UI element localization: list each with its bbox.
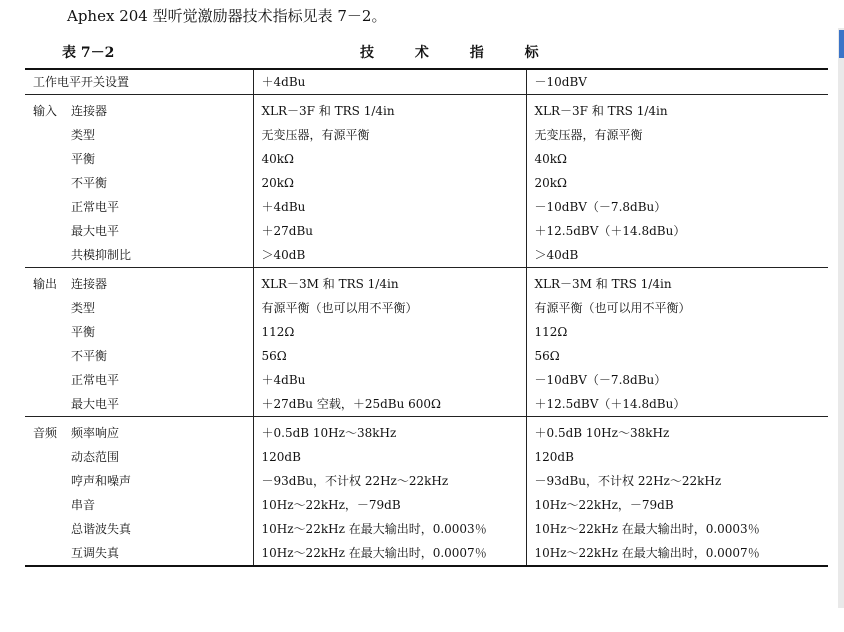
table-row — [25, 469, 828, 493]
row-label-cell — [25, 344, 253, 368]
row-label: 频率响应 — [71, 426, 120, 440]
row-label-cell — [25, 243, 253, 268]
row-label: 平衡 — [71, 325, 96, 339]
table-row — [25, 517, 828, 541]
table-row — [25, 123, 828, 147]
table-row — [25, 147, 828, 171]
table-row — [25, 541, 828, 566]
cell-minus10dbv: 10Hz～22kHz，－79dB — [526, 493, 828, 517]
cell-plus4dbu: 10Hz～22kHz 在最大输出时，0.0007％ — [253, 541, 526, 566]
viewer-side-tab[interactable] — [839, 30, 844, 58]
row-label-cell — [25, 493, 253, 517]
cell-minus10dbv: 无变压器，有源平衡 — [526, 123, 828, 147]
group-label: 输入 — [33, 104, 58, 118]
table-row — [25, 171, 828, 195]
table-row — [25, 392, 828, 417]
cell-minus10dbv: －10dBV（－7.8dBu） — [526, 368, 828, 392]
table-row — [25, 493, 828, 517]
cell-plus4dbu: ＋4dBu — [253, 368, 526, 392]
cell-minus10dbv: 20kΩ — [526, 171, 828, 195]
cell-plus4dbu: 56Ω — [253, 344, 526, 368]
cell-minus10dbv: 120dB — [526, 445, 828, 469]
row-label-cell — [25, 123, 253, 147]
row-label: 不平衡 — [71, 176, 108, 190]
cell-plus4dbu: 112Ω — [253, 320, 526, 344]
spec-table — [25, 68, 828, 567]
cell-minus10dbv: XLR－3M 和 TRS 1/4in — [526, 268, 828, 297]
cell-minus10dbv: －10dBV — [526, 69, 828, 95]
row-label: 连接器 — [71, 277, 108, 291]
table-row — [25, 417, 828, 446]
row-label-cell — [25, 517, 253, 541]
row-label-cell — [25, 95, 253, 124]
cell-minus10dbv: ＋12.5dBV（＋14.8dBu） — [526, 392, 828, 417]
table-row — [25, 95, 828, 124]
table-row — [25, 296, 828, 320]
row-label-cell — [25, 219, 253, 243]
row-label: 哼声和噪声 — [71, 474, 132, 488]
cell-minus10dbv: 10Hz～22kHz 在最大输出时，0.0003％ — [526, 517, 828, 541]
cell-minus10dbv: 56Ω — [526, 344, 828, 368]
cell-plus4dbu: 有源平衡（也可以用不平衡） — [253, 296, 526, 320]
cell-plus4dbu: XLR－3F 和 TRS 1/4in — [253, 95, 526, 124]
row-label: 不平衡 — [71, 349, 108, 363]
row-label-cell — [25, 392, 253, 417]
row-label: 连接器 — [71, 104, 108, 118]
row-label-cell — [25, 171, 253, 195]
cell-plus4dbu: 40kΩ — [253, 147, 526, 171]
intro-text: Aphex 204 型听觉激励器技术指标见表 7－2。 — [67, 7, 387, 25]
row-label-cell — [25, 296, 253, 320]
row-label: 正常电平 — [71, 200, 120, 214]
cell-minus10dbv: ＞40dB — [526, 243, 828, 268]
row-label-cell — [25, 417, 253, 446]
cell-plus4dbu: ＋0.5dB 10Hz～38kHz — [253, 417, 526, 446]
cell-plus4dbu: 20kΩ — [253, 171, 526, 195]
row-label: 最大电平 — [71, 224, 120, 238]
cell-plus4dbu: ＋4dBu — [253, 69, 526, 95]
cell-plus4dbu: ＞40dB — [253, 243, 526, 268]
row-label: 平衡 — [71, 152, 96, 166]
cell-minus10dbv: ＋0.5dB 10Hz～38kHz — [526, 417, 828, 446]
cell-minus10dbv: 40kΩ — [526, 147, 828, 171]
table-row — [25, 344, 828, 368]
cell-minus10dbv: XLR－3F 和 TRS 1/4in — [526, 95, 828, 124]
cell-minus10dbv: 112Ω — [526, 320, 828, 344]
table-row — [25, 320, 828, 344]
row-label-cell — [25, 368, 253, 392]
group-label: 输出 — [33, 277, 58, 291]
cell-plus4dbu: 10Hz～22kHz，－79dB — [253, 493, 526, 517]
viewer-edge — [838, 28, 844, 608]
cell-minus10dbv: 有源平衡（也可以用不平衡） — [526, 296, 828, 320]
table-row — [25, 69, 828, 95]
row-label: 总谐波失真 — [71, 522, 132, 536]
row-label: 互调失真 — [71, 546, 120, 560]
row-label: 类型 — [71, 128, 96, 142]
table-row — [25, 268, 828, 297]
row-label-cell — [25, 320, 253, 344]
row-label-cell — [25, 469, 253, 493]
row-label-cell — [25, 147, 253, 171]
table-title: 技 术 指 标 — [360, 45, 557, 61]
cell-plus4dbu: ＋27dBu 空载，＋25dBu 600Ω — [253, 392, 526, 417]
row-label-cell — [25, 195, 253, 219]
row-label: 动态范围 — [71, 450, 120, 464]
row-label: 串音 — [71, 498, 96, 512]
row-label: 工作电平开关设置 — [25, 69, 253, 95]
row-label: 正常电平 — [71, 373, 120, 387]
row-label-cell — [25, 445, 253, 469]
row-label-cell — [25, 541, 253, 566]
row-label: 类型 — [71, 301, 96, 315]
cell-minus10dbv: －93dBu，不计权 22Hz～22kHz — [526, 469, 828, 493]
cell-plus4dbu: XLR－3M 和 TRS 1/4in — [253, 268, 526, 297]
cell-plus4dbu: ＋4dBu — [253, 195, 526, 219]
cell-minus10dbv: ＋12.5dBV（＋14.8dBu） — [526, 219, 828, 243]
cell-plus4dbu: ＋27dBu — [253, 219, 526, 243]
cell-plus4dbu: 10Hz～22kHz 在最大输出时，0.0003％ — [253, 517, 526, 541]
table-row — [25, 243, 828, 268]
cell-plus4dbu: －93dBu，不计权 22Hz～22kHz — [253, 469, 526, 493]
table-number: 表 7－2 — [62, 45, 115, 61]
table-row — [25, 195, 828, 219]
row-label: 最大电平 — [71, 397, 120, 411]
row-label-cell — [25, 268, 253, 297]
row-label: 共模抑制比 — [71, 248, 132, 262]
group-label: 音频 — [33, 426, 58, 440]
cell-plus4dbu: 无变压器，有源平衡 — [253, 123, 526, 147]
table-row — [25, 368, 828, 392]
cell-minus10dbv: 10Hz～22kHz 在最大输出时，0.0007％ — [526, 541, 828, 566]
cell-plus4dbu: 120dB — [253, 445, 526, 469]
table-row — [25, 219, 828, 243]
cell-minus10dbv: －10dBV（－7.8dBu） — [526, 195, 828, 219]
table-row — [25, 445, 828, 469]
